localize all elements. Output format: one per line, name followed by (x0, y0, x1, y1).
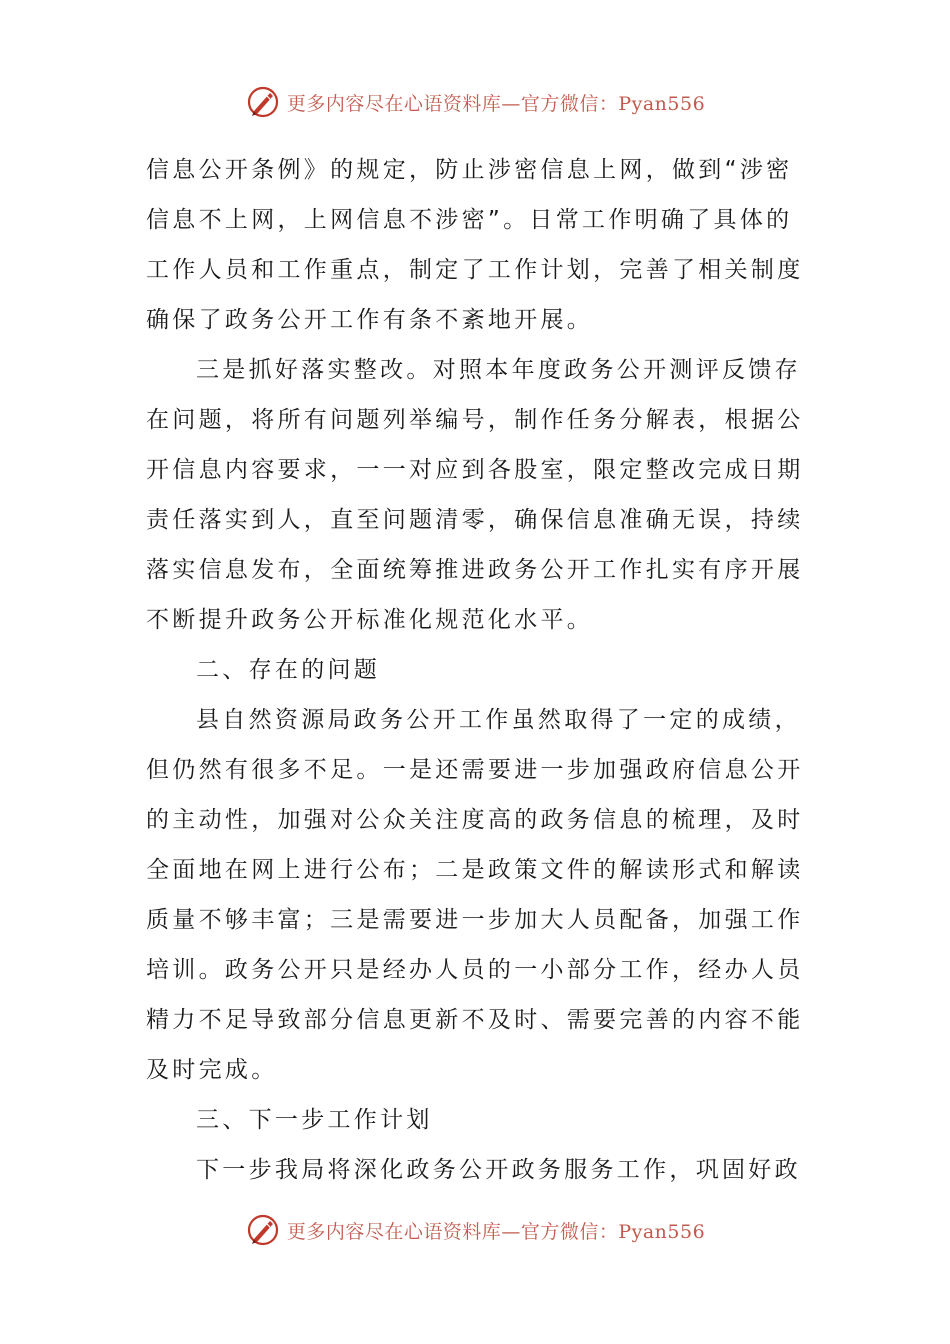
text-line: 培训。政务公开只是经办人员的一小部分工作，经办人员 (146, 957, 804, 983)
document-body (146, 145, 808, 1195)
text-line: 精力不足导致部分信息更新不及时、需要完善的内容不能 (146, 1007, 804, 1033)
pen-circle-logo-icon (245, 84, 281, 120)
text-line: 二、存在的问题 (196, 657, 381, 683)
text-line: 信息公开条例》的规定，防止涉密信息上网，做到“涉密 (146, 157, 793, 183)
text-line: 落实信息发布，全面统筹推进政务公开工作扎实有序开展 (146, 557, 804, 583)
footer-watermark-text: 更多内容尽在心语资料库—官方微信：Pyan556 (286, 1220, 706, 1243)
text-line: 但仍然有很多不足。一是还需要进一步加强政府信息公开 (146, 757, 804, 783)
text-line: 开信息内容要求，一一对应到各股室，限定整改完成日期 (146, 457, 804, 483)
text-line: 下一步我局将深化政务公开政务服务工作，巩固好政 (196, 1157, 801, 1183)
pen-circle-logo-icon (245, 1212, 281, 1248)
text-line: 三是抓好落实整改。对照本年度政务公开测评反馈存 (196, 357, 801, 383)
text-line: 在问题，将所有问题列举编号，制作任务分解表，根据公 (146, 407, 804, 433)
text-line: 及时完成。 (146, 1057, 278, 1083)
header-watermark-banner (0, 82, 950, 122)
text-line: 质量不够丰富；三是需要进一步加大人员配备，加强工作 (146, 907, 804, 933)
text-line: 不断提升政务公开标准化规范化水平。 (146, 607, 594, 633)
text-line: 三、下一步工作计划 (196, 1107, 433, 1133)
text-line: 确保了政务公开工作有条不紊地开展。 (146, 307, 594, 333)
text-line: 全面地在网上进行公布；二是政策文件的解读形式和解读 (146, 857, 804, 883)
footer-watermark-banner (0, 1210, 950, 1250)
text-line: 工作人员和工作重点，制定了工作计划，完善了相关制度 (146, 257, 804, 283)
header-watermark-text: 更多内容尽在心语资料库—官方微信：Pyan556 (286, 92, 706, 115)
text-line: 县自然资源局政务公开工作虽然取得了一定的成绩， (196, 707, 801, 733)
text-line: 的主动性，加强对公众关注度高的政务信息的梳理，及时 (146, 807, 804, 833)
text-line: 责任落实到人，直至问题清零，确保信息准确无误，持续 (146, 507, 804, 533)
text-line: 信息不上网，上网信息不涉密”。日常工作明确了具体的 (146, 207, 793, 233)
